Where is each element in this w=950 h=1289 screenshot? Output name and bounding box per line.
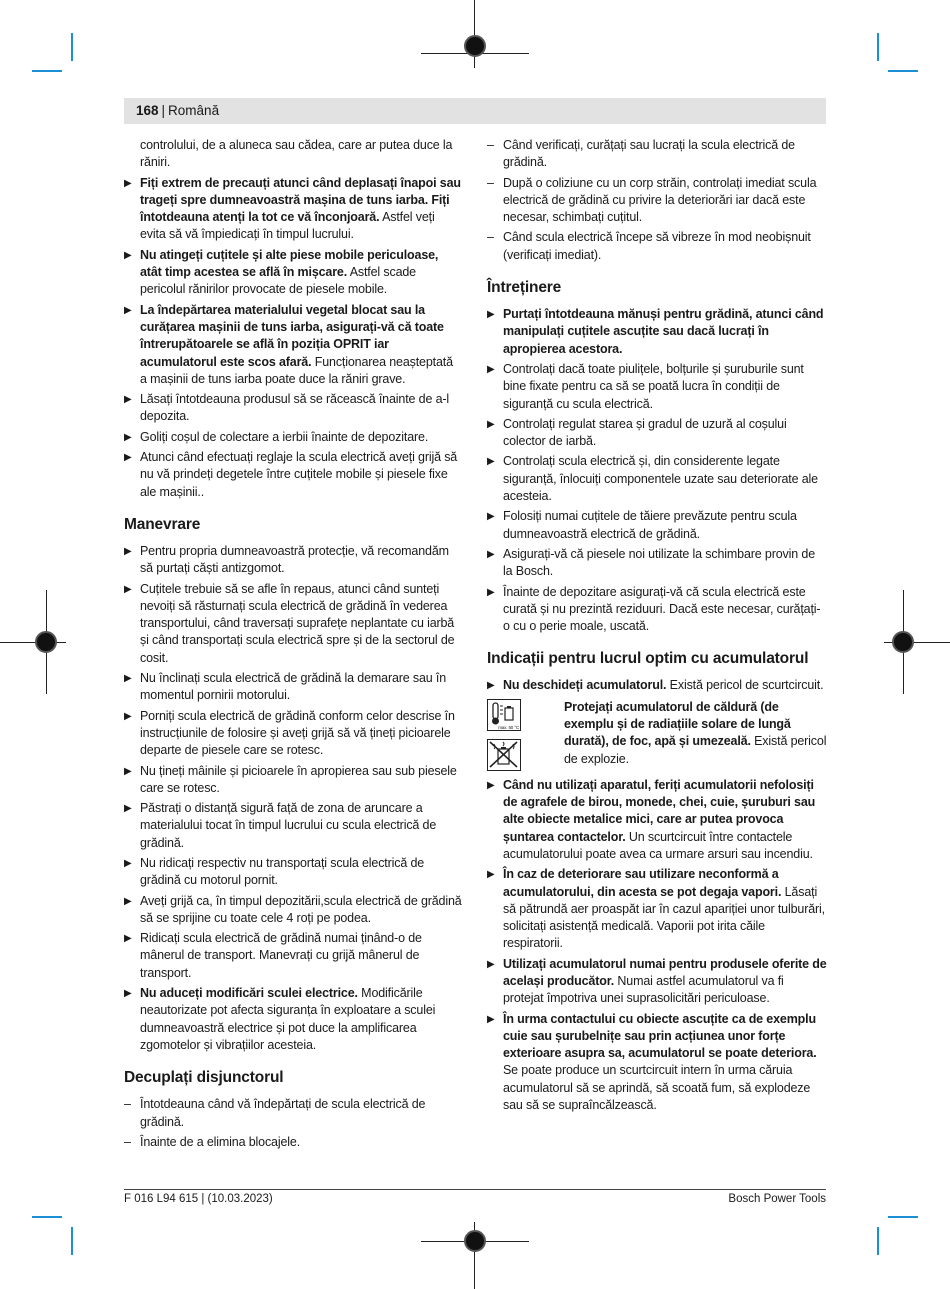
bullet-bold-text: Purtați întotdeauna mănuși pentru grădină, atunci când manipulați cuțitele ascuțite sau dacă lucrați în apropierea acestora.	[503, 307, 824, 356]
decuplati-dash-item	[124, 1134, 462, 1151]
dash-text: După o coliziune cu un corp străin, controlați imediat scula electrică de grădină cu privire la deteriorări iar dacă este necesar, schimbați cuțitul.	[503, 175, 817, 225]
bullet-bold-text: Când nu utilizați aparatul, feriți acumulatorii nefolosiți de agrafele de birou, monede, chei, cuie, șuruburi sau alte obiecte metalice mici, care ar putea provoca șuntarea contactelor.	[503, 777, 816, 844]
battery-bullet-open	[487, 677, 827, 694]
bullet-text: Nu țineți mâinile și picioarele în apropierea sau sub piesele care se rotesc.	[140, 763, 457, 795]
bullet-marker: ▶	[487, 1013, 495, 1025]
page-header	[136, 103, 219, 119]
bullet-text: Astfel veți evita să vă împiedicați în timpul lucrului.	[140, 210, 435, 242]
crop-mark-top-left-v	[71, 33, 73, 61]
bullet-text: Cuțitele trebuie să se afle în repaus, atunci când sunteți nevoiți să răsturnați scula electrică de grădină în vederea transportului, când traversați suprafețe neplantate cu iarbă și când transportați scula electrică spre și de la sectorul de cosit.	[140, 581, 455, 665]
bullet-text: Lăsați să pătrundă aer proaspăt iar în cazul apariției unor tulburări, solicitați asistență medicală. Vaporii pot irita căile respiratorii.	[503, 884, 825, 951]
bullet-text: Pentru propria dumneavoastră protecție, vă recomandăm să purtați căști antizgomot.	[140, 543, 449, 576]
bullet-bold-text: În urma contactului cu obiecte ascuțite ca de exemplu cuie sau șurubelnițe sau prin acțiunea unor forțe exterioare asupra sa, acumulatorul se poate deteriora.	[503, 1011, 817, 1061]
warning-icons	[487, 699, 523, 779]
registration-line-top-v	[474, 0, 475, 68]
page-number: 168	[136, 103, 159, 118]
thermometer-max-temp-icon	[487, 699, 521, 731]
no-water-icon	[487, 739, 521, 771]
dash-text: Când scula electrică începe să vibreze în mod neobișnuit (verificați imediat).	[503, 230, 811, 262]
intretinere-bullet	[487, 508, 827, 543]
bullet-text: Controlați scula electrică și, din considerente legate siguranță, înlocuiți componentele uzate sau deteriorate ale acesteia.	[503, 454, 818, 504]
bullet-marker: ▶	[487, 456, 495, 468]
safety-bullet	[124, 302, 462, 388]
bullet-text: Modificările neautorizate pot afecta siguranța în exploatare a sculei dumneavoastră electrice și pot duce la amplificarea zgomotelor și vibrațiilor acesteia.	[140, 986, 436, 1052]
bullet-text: Păstrați o distanță sigură față de zona de aruncare a materialului tocat în timpul lucrului cu scula electrică de grădină.	[140, 801, 437, 850]
registration-dot-bottom	[464, 1230, 486, 1252]
bullet-text: Lăsați întotdeauna produsul să se răcească înainte de a-l depozita.	[140, 392, 450, 424]
dash-marker: –	[124, 1097, 131, 1112]
bullet-text: Funcționarea neașteptată a mașinii de tuns iarba poate duce la răniri grave.	[140, 354, 453, 386]
bullet-marker: ▶	[487, 511, 495, 523]
manevrare-bullet	[124, 763, 462, 798]
safety-bullet	[124, 175, 462, 244]
battery-bullet-list	[487, 777, 827, 1115]
dash-text: Înainte de a elimina blocajele.	[140, 1134, 301, 1149]
crop-mark-bottom-right-v	[877, 1227, 879, 1255]
manevrare-bullet	[124, 543, 462, 578]
bullet-marker: ▶	[124, 803, 132, 815]
bullet-bold-text: Utilizați acumulatorul numai pentru produsele oferite de același producător.	[503, 956, 827, 988]
bullet-marker: ▶	[124, 765, 132, 777]
crop-mark-top-right-h	[888, 70, 918, 72]
header-language: Română	[168, 103, 220, 118]
safety-bullet	[124, 247, 462, 299]
bullet-marker: ▶	[487, 418, 495, 430]
bullet-bold-text: Nu deschideți acumulatorul.	[503, 678, 667, 693]
dash-text: Întotdeauna când vă îndepărtați de scula electrică de grădină.	[140, 1097, 426, 1129]
decuplati-dash-item	[124, 1096, 462, 1131]
bullet-bold-text: Nu atingeți cuțitele și alte piese mobile periculoase, atât timp acestea se află în mișcare.	[140, 247, 439, 280]
bullet-marker: ▶	[124, 933, 132, 945]
bullet-marker: ▶	[124, 304, 132, 316]
intro-continuation: controlului, de a aluneca sau cădea, care ar putea duce la răniri.	[140, 138, 453, 170]
bullet-text: Nu înclinați scula electrică de grădină la demarare sau în momentul pornirii motorului.	[140, 671, 447, 703]
bullet-text: Controlați dacă toate piulițele, bolțurile și șuruburile sunt bine fixate pentru ca să se poată lucra în condiții de siguranță cu scula electrică.	[503, 361, 804, 411]
footer-document-code: F 016 L94 615 | (10.03.2023)	[124, 1193, 273, 1205]
manevrare-bullet	[124, 581, 462, 667]
bullet-marker: ▶	[487, 309, 495, 321]
bullet-bold-text: În caz de deteriorare sau utilizare neconformă a acumulatorului, din acesta se pot degaja vapori.	[503, 867, 782, 899]
crop-mark-bottom-left-v	[71, 1227, 73, 1255]
left-column	[124, 137, 462, 1154]
intretinere-bullet	[487, 584, 827, 636]
page-header-bar	[124, 98, 826, 124]
dash-marker: –	[487, 138, 494, 152]
footer-rule	[124, 1189, 826, 1190]
manevrare-bullet	[124, 670, 462, 705]
bullet-marker: ▶	[124, 673, 132, 685]
battery-heat-warning	[487, 699, 827, 771]
battery-bullet	[487, 1011, 827, 1115]
safety-bullet	[124, 429, 462, 446]
bullet-marker: ▶	[487, 779, 495, 791]
bullet-text: Înainte de depozitare asigurați-vă că scula electrică este curată și nu prezintă reziduuri. Dacă este necesar, curățați-o cu o perie moale, uscată.	[503, 584, 821, 634]
safety-bullet	[124, 391, 462, 426]
bullet-bold-text: Fiți extrem de precauți atunci când deplasați înapoi sau trageți spre dumneavoastră mașina de tuns iarba. Fiți întotdeauna atenți la tot ce vă înconjoară.	[140, 175, 461, 225]
bullet-marker: ▶	[487, 363, 495, 375]
decuplati-dash-list	[124, 1096, 462, 1151]
dash-marker: –	[487, 175, 494, 190]
header-separator: |	[161, 103, 166, 118]
bullet-marker: ▶	[124, 249, 132, 261]
manevrare-bullet	[124, 800, 462, 852]
bullet-marker: ▶	[487, 680, 495, 692]
registration-dot-top	[464, 35, 486, 57]
safety-bullet	[124, 449, 462, 501]
bullet-marker: ▶	[124, 394, 132, 406]
bullet-marker: ▶	[487, 548, 495, 560]
bullet-marker: ▶	[487, 586, 495, 598]
dash-marker: –	[487, 230, 494, 245]
bullet-marker: ▶	[124, 895, 132, 907]
battery-bullet	[487, 866, 827, 952]
top-dash-item	[487, 137, 827, 172]
bullet-marker: ▶	[124, 988, 132, 1000]
manevrare-bullet	[124, 855, 462, 890]
intretinere-bullet	[487, 306, 827, 358]
bullet-marker: ▶	[487, 869, 495, 881]
warning-bold-text: Protejați acumulatorul de căldură (de exemplu și de radiațiile solare de lungă durată), de foc, apă și umezeală.	[564, 699, 791, 749]
bullet-bold-text: Nu aduceți modificări sculei electrice.	[140, 986, 358, 1001]
max-temperature-label: max. 50 °C	[498, 724, 519, 730]
bullet-marker: ▶	[124, 431, 132, 443]
top-dash-item	[487, 175, 827, 227]
bullet-marker: ▶	[124, 177, 132, 189]
bullet-marker: ▶	[124, 710, 132, 722]
bullet-text: Porniți scula electrică de grădină conform celor descrise în instrucțiunile de folosire și aveți grijă să vă țineți picioarele departe de piesele care se rotesc.	[140, 708, 455, 758]
bullet-text: Astfel scade pericolul rănirilor provocate de piesele mobile.	[140, 265, 416, 297]
bullet-text: Folosiți numai cuțitele de tăiere prevăzute pentru scula dumneavoastră electrică de grădină.	[503, 509, 797, 541]
crop-mark-top-left-h	[32, 70, 62, 72]
manevrare-bullet	[124, 893, 462, 928]
bullet-text: Atunci când efectuați reglaje la scula electrică aveți grijă să nu vă prindeți degetele între cuțitele mobile și piesele fixe ale mașinii..	[140, 450, 458, 499]
battery-bullet	[487, 777, 827, 863]
warning-text: Există pericol de explozie.	[564, 734, 827, 766]
bullet-text: Un scurtcircuit între contactele acumulatorului poate avea ca urmare arsuri sau incendiu.	[503, 829, 813, 861]
intretinere-bullet-list	[487, 306, 827, 635]
manevrare-bullet-list	[124, 543, 462, 1054]
top-dash-item	[487, 229, 827, 264]
bullet-marker: ▶	[124, 545, 132, 557]
registration-dot-right	[892, 631, 914, 653]
section-title-battery: Indicații pentru lucrul optim cu acumulatorul	[487, 650, 809, 668]
bullet-text: Aveți grijă ca, în timpul depozitării,scula electrică de grădină să se sprijine cu toate cele 4 roți pe podea.	[140, 893, 462, 925]
bullet-text: Controlați regulat starea și gradul de uzură al coșului colector de iarbă.	[503, 416, 787, 449]
intretinere-bullet	[487, 361, 827, 413]
bullet-text: Există pericol de scurtcircuit.	[666, 678, 824, 693]
dash-text: Când verificați, curățați sau lucrați la scula electrică de grădină.	[503, 138, 795, 170]
bullet-marker: ▶	[124, 583, 132, 595]
intretinere-bullet	[487, 416, 827, 451]
intretinere-bullet	[487, 546, 827, 581]
manevrare-bullet	[124, 930, 462, 982]
right-column	[487, 137, 827, 1117]
dash-marker: –	[124, 1134, 131, 1149]
intretinere-bullet	[487, 453, 827, 505]
bullet-text: Asigurați-vă că piesele noi utilizate la schimbare provin de la Bosch.	[503, 546, 815, 579]
crop-mark-bottom-right-h	[888, 1216, 918, 1218]
battery-bullet	[487, 956, 827, 1008]
section-title-manevrare: Manevrare	[124, 515, 201, 533]
bullet-marker: ▶	[124, 857, 132, 869]
section-title-decuplati: Decuplați disjunctorul	[124, 1069, 284, 1087]
safety-bullet-list	[124, 175, 462, 501]
manevrare-bullet	[124, 985, 462, 1054]
bullet-text: Goliți coșul de colectare a ierbii înainte de depozitare.	[140, 429, 429, 444]
bullet-bold-text: La îndepărtarea materialului vegetal blocat sau la curățarea mașinii de tuns iarba, asigurați-vă că toate întrerupătoarele se află în poziția OPRIT iar acumulatorul este scos afară.	[140, 302, 444, 369]
registration-dot-left	[35, 631, 57, 653]
footer-brand: Bosch Power Tools	[728, 1193, 826, 1205]
section-title-intretinere: Întreținere	[487, 279, 562, 297]
bullet-marker: ▶	[124, 452, 132, 464]
manevrare-bullet	[124, 708, 462, 760]
bullet-text: Numai astfel acumulatorul va fi protejat împotriva unei suprasolicitări periculoase.	[503, 973, 784, 1006]
top-dash-list	[487, 137, 827, 264]
crop-mark-bottom-left-h	[32, 1216, 62, 1218]
crop-mark-top-right-v	[877, 33, 879, 61]
bullet-text: Ridicați scula electrică de grădină numai ținând-o de mânerul de transport. Manevrați cu grijă mânerul de transport.	[140, 931, 422, 980]
bullet-text: Se poate produce un scurtcircuit intern în urma căruia acumulatorul să se aprindă, să scoată fum, să explodeze sau să se supraîncălzească.	[503, 1063, 811, 1113]
bullet-marker: ▶	[487, 958, 495, 970]
bullet-text: Nu ridicați respectiv nu transportați scula electrică de grădină cu motorul pornit.	[140, 855, 425, 888]
